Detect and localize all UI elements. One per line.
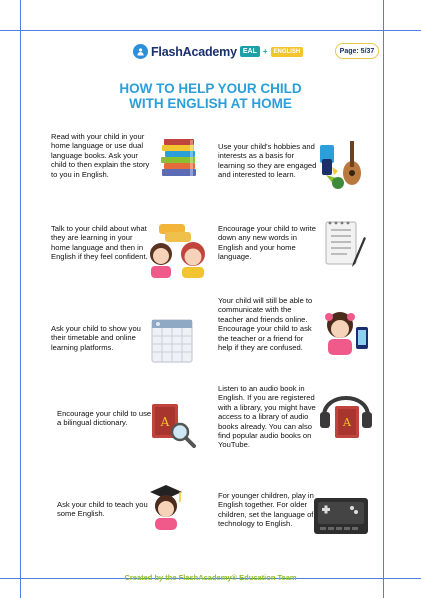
headphones-book-icon [318, 382, 374, 442]
tip-bilingual-dictionary: Encourage your child to use a bilingual dictionary. [57, 409, 152, 428]
girl-with-phone-icon [320, 307, 372, 357]
title-line-2: WITH ENGLISH AT HOME [129, 96, 292, 111]
title-line-1: HOW TO HELP YOUR CHILD [119, 81, 302, 96]
tip-write-words: Encourage your child to write down any new words in English and your home language. [218, 224, 316, 262]
tip-audio-book: Listen to an audio book in English. If you are registered with a library, you might have access to a library of audio books already. You can also find popular audio books on YouTube. [218, 384, 316, 450]
tip-teach-english: Ask your child to teach you some English. [57, 500, 148, 519]
books-stack-icon [156, 137, 200, 179]
svg-text:A: A [343, 416, 351, 429]
children-talking-icon [145, 222, 211, 278]
page-title [0, 81, 421, 111]
logo-text: FlashAcademy [151, 44, 237, 59]
graduate-girl-icon [146, 482, 186, 530]
game-console-icon [312, 496, 370, 536]
footer-credit: Created by the FlashAcademy® Education Team [124, 573, 297, 582]
badge-eal: EAL [240, 46, 260, 57]
tip-show-timetable: Ask your child to show you their timetable and online learning platforms. [51, 324, 141, 352]
svg-text:A: A [160, 415, 170, 429]
dictionary-magnifier-icon [148, 402, 198, 448]
tip-hobbies: Use your child's hobbies and interests as a basis for learning so they are engaged and interested to learn. [218, 142, 317, 180]
tip-communicate-online: Your child will still be able to communicate with the teacher and friends online. Encourage your child to ask the teacher or a friend for help if they are confused. [218, 296, 313, 353]
badge-english: ENGLISH [271, 47, 304, 57]
tip-read-books: Read with your child in your home language or use dual language books. Ask your child to then explain the story to you in English. [51, 132, 150, 179]
guide-line-top [0, 30, 421, 31]
timetable-icon [150, 318, 196, 366]
tip-play-english: For younger children, play in English together. For older children, set the language of technology to English. [218, 491, 314, 529]
page-indicator: Page: 5/37 [335, 43, 379, 59]
badge-plus: + [262, 47, 268, 56]
flashacademy-logo [133, 44, 303, 59]
hobbies-icon [318, 137, 370, 193]
tip-talk-learning: Talk to your child about what they are learning in your home language and then in English if they feel confident. [51, 224, 148, 262]
logo-icon [133, 44, 148, 59]
notepad-pen-icon [322, 220, 372, 276]
